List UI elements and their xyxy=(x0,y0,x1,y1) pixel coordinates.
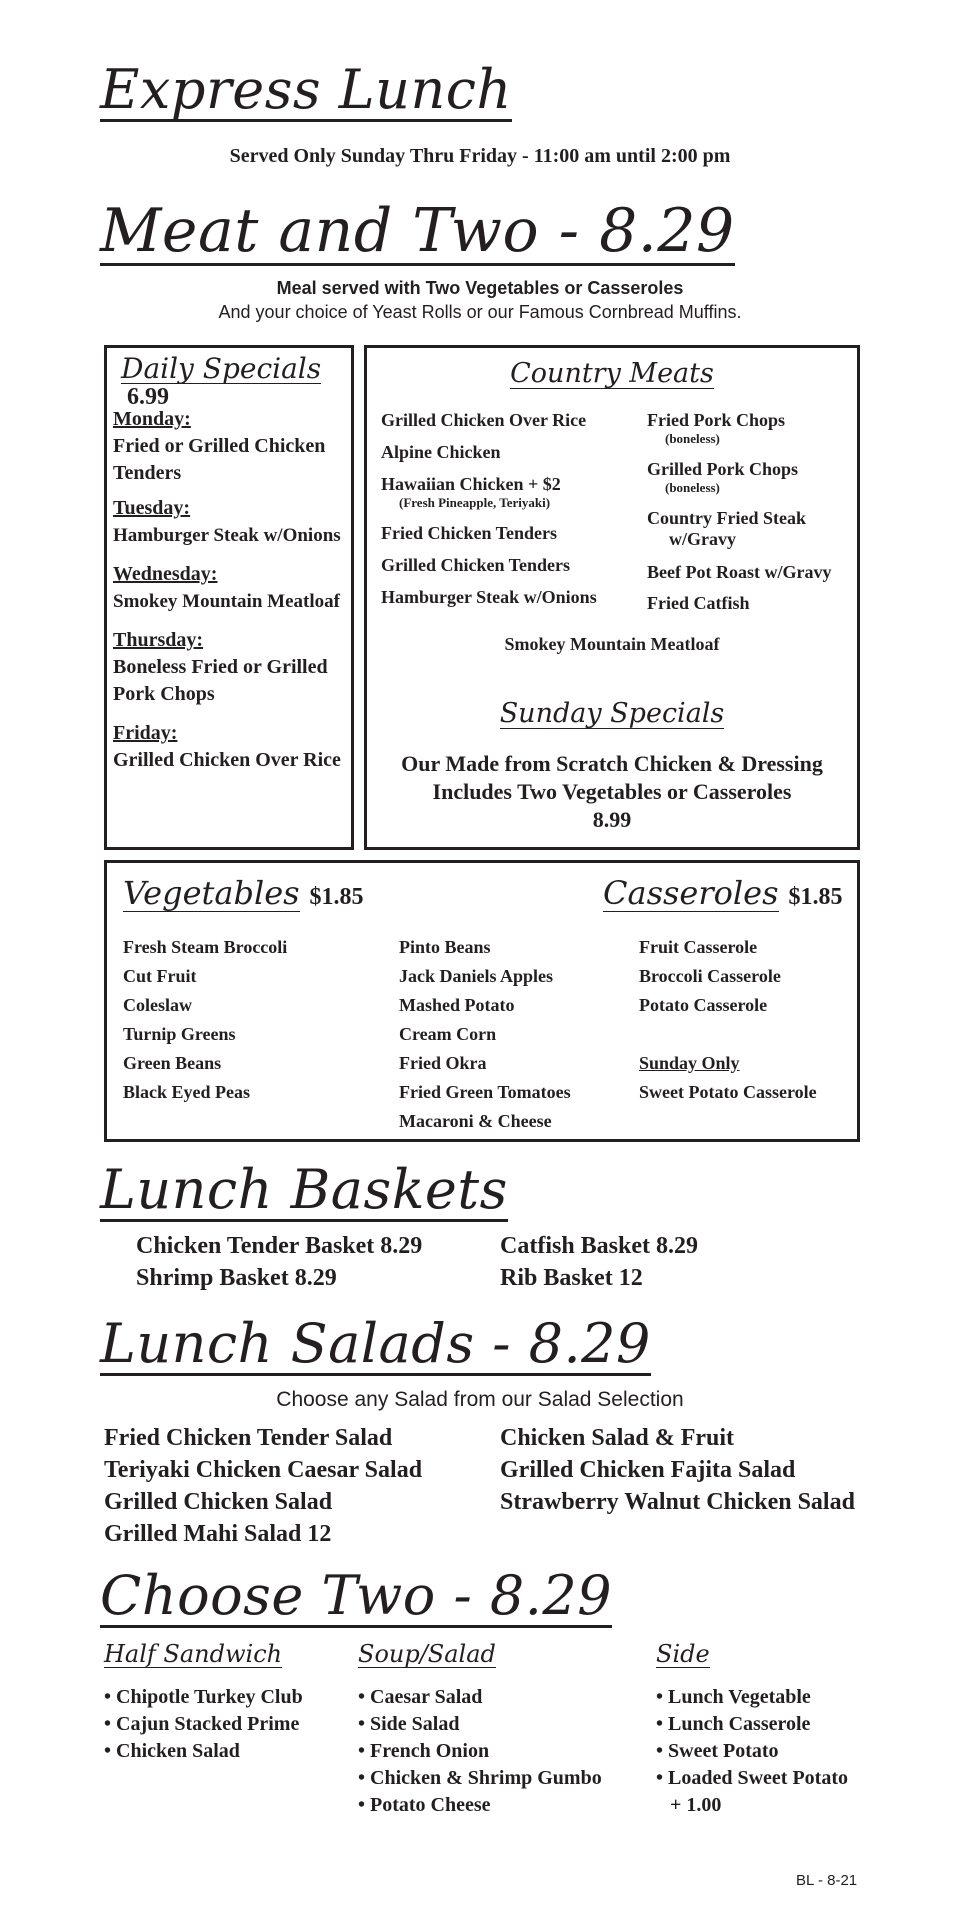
salad-item: Chicken Salad & Fruit xyxy=(500,1425,735,1451)
salads-right xyxy=(500,1422,855,1518)
country-meats-heading xyxy=(367,360,857,389)
meat-item: Country Fried Steak xyxy=(647,508,806,528)
country-meats-left xyxy=(381,410,621,619)
meat-item: Grilled Pork Chops xyxy=(647,459,799,479)
casserole-item: Sweet Potato Casserole xyxy=(639,1082,817,1102)
salad-item: Grilled Chicken Fajita Salad xyxy=(500,1457,796,1483)
basket-item: Catfish Basket 8.29 xyxy=(500,1233,699,1259)
served-hours: Served Only Sunday Thru Friday - 11:00 am until 2:00 pm xyxy=(229,145,731,167)
vegetable-item: Black Eyed Peas xyxy=(123,1082,251,1102)
footer-code: BL - 8-21 xyxy=(796,1872,858,1889)
soup-salad-item: • Potato Cheese xyxy=(358,1794,491,1817)
day-item: Grilled Chicken Over Rice xyxy=(113,749,341,771)
day-label: Thursday: xyxy=(113,629,204,651)
meat-item-note: (boneless) xyxy=(665,431,720,446)
side-column xyxy=(656,1642,848,1819)
baskets-right xyxy=(500,1230,698,1294)
vegetable-item: Jack Daniels Apples xyxy=(399,966,554,986)
casseroles-list xyxy=(639,933,817,1107)
meat-item: Hamburger Steak w/Onions xyxy=(381,587,597,607)
meat-item: Hawaiian Chicken + $2 xyxy=(381,474,561,494)
side-item: • Lunch Casserole xyxy=(656,1713,811,1736)
country-meats-right xyxy=(647,410,857,614)
sides-box xyxy=(104,860,860,1142)
meat-item: Grilled Chicken Over Rice xyxy=(381,410,587,430)
soup-salad-item: • Side Salad xyxy=(358,1713,460,1736)
side-extra-price: + 1.00 xyxy=(670,1794,722,1817)
sunday-specials-text xyxy=(367,750,857,834)
vegetable-item: Fried Okra xyxy=(399,1053,487,1073)
vegetables-title: Vegetables xyxy=(123,874,300,912)
daily-special-monday xyxy=(113,406,349,487)
choose-two-title: Choose Two - 8.29 xyxy=(100,1564,613,1627)
soup-salad-item: • Chicken & Shrimp Gumbo xyxy=(358,1767,602,1790)
express-lunch-heading xyxy=(100,58,512,122)
day-label: Monday: xyxy=(113,408,191,430)
soup-salad-list xyxy=(358,1684,602,1819)
day-item: Hamburger Steak w/Onions xyxy=(113,525,341,546)
salad-item: Teriyaki Chicken Caesar Salad xyxy=(104,1457,423,1483)
meat-two-line1: Meal served with Two Vegetables or Casseroles xyxy=(276,278,684,298)
side-item: • Lunch Vegetable xyxy=(656,1686,811,1709)
day-label: Wednesday: xyxy=(113,563,218,585)
casserole-item: Broccoli Casserole xyxy=(639,966,781,986)
lunch-baskets-heading xyxy=(100,1158,508,1222)
meat-two-heading xyxy=(100,196,735,266)
meat-item: Alpine Chicken xyxy=(381,442,501,462)
daily-special-tuesday xyxy=(113,495,349,549)
vegetable-item: Green Beans xyxy=(123,1053,222,1073)
daily-specials-list xyxy=(113,406,349,774)
country-meats-box xyxy=(364,345,860,850)
day-label: Tuesday: xyxy=(113,497,191,519)
sunday-line2: Includes Two Vegetables or Casseroles xyxy=(432,779,792,804)
country-meats-title: Country Meats xyxy=(510,358,714,389)
vegetables-heading xyxy=(123,874,364,912)
vegetables-price: $1.85 xyxy=(309,884,364,910)
casserole-item: Fruit Casserole xyxy=(639,937,758,957)
salad-item: Grilled Mahi Salad 12 xyxy=(104,1521,332,1547)
vegetable-item: Coleslaw xyxy=(123,995,192,1015)
vegetables-col2 xyxy=(399,933,571,1136)
basket-item: Chicken Tender Basket 8.29 xyxy=(136,1233,423,1259)
soup-salad-item: • Caesar Salad xyxy=(358,1686,483,1709)
salad-item: Fried Chicken Tender Salad xyxy=(104,1425,393,1451)
vegetable-item: Fried Green Tomatoes xyxy=(399,1082,571,1102)
sandwich-item: • Cajun Stacked Prime xyxy=(104,1713,300,1736)
lunch-baskets-title: Lunch Baskets xyxy=(100,1158,508,1221)
baskets-left xyxy=(136,1230,422,1294)
lunch-salads-title: Lunch Salads - 8.29 xyxy=(100,1312,651,1375)
meat-two-title: Meat and Two - 8.29 xyxy=(100,196,735,266)
day-item: Smokey Mountain Meatloaf xyxy=(113,591,340,612)
vegetable-item: Turnip Greens xyxy=(123,1024,236,1044)
daily-specials-box xyxy=(104,345,354,850)
casseroles-price: $1.85 xyxy=(788,884,843,910)
sunday-line1: Our Made from Scratch Chicken & Dressing xyxy=(401,751,823,776)
basket-item: Rib Basket 12 xyxy=(500,1265,643,1291)
sunday-price: 8.99 xyxy=(592,807,632,832)
lunch-salads-heading xyxy=(100,1312,651,1376)
meatloaf-item: Smokey Mountain Meatloaf xyxy=(504,634,720,654)
casseroles-heading xyxy=(603,874,843,912)
half-sandwich-list xyxy=(104,1684,303,1765)
meat-item: Beef Pot Roast w/Gravy xyxy=(647,562,832,582)
salad-item: Strawberry Walnut Chicken Salad xyxy=(500,1489,855,1515)
sunday-specials-heading xyxy=(367,700,857,729)
meat-two-line2: And your choice of Yeast Rolls or our Famous Cornbread Muffins. xyxy=(218,302,742,322)
sunday-specials-title: Sunday Specials xyxy=(499,698,725,729)
soup-salad-title: Soup/Salad xyxy=(358,1640,496,1668)
salads-subtitle: Choose any Salad from our Salad Selection xyxy=(276,1388,684,1411)
soup-salad-item: • French Onion xyxy=(358,1740,490,1763)
daily-specials-price: 6.99 xyxy=(127,384,169,411)
half-sandwich-title: Half Sandwich xyxy=(104,1640,283,1668)
soup-salad-column xyxy=(358,1642,602,1819)
half-sandwich-column xyxy=(104,1642,303,1765)
meat-item: Grilled Chicken Tenders xyxy=(381,555,571,575)
casseroles-title: Casseroles xyxy=(603,874,779,912)
express-lunch-title: Express Lunch xyxy=(100,58,512,121)
choose-two-heading xyxy=(100,1564,613,1628)
basket-item: Shrimp Basket 8.29 xyxy=(136,1265,337,1291)
vegetable-item: Pinto Beans xyxy=(399,937,491,957)
sunday-only-label: Sunday Only xyxy=(639,1053,740,1073)
vegetable-item: Cut Fruit xyxy=(123,966,197,986)
sandwich-item: • Chipotle Turkey Club xyxy=(104,1686,303,1709)
casserole-item: Potato Casserole xyxy=(639,995,768,1015)
side-item: • Sweet Potato xyxy=(656,1740,779,1763)
side-list xyxy=(656,1684,848,1819)
daily-specials-heading xyxy=(121,354,351,411)
meat-item-note: (Fresh Pineapple, Teriyaki) xyxy=(399,495,551,510)
daily-special-friday xyxy=(113,720,349,774)
daily-special-thursday xyxy=(113,627,349,708)
salads-left xyxy=(104,1422,422,1550)
day-item: Fried or Grilled Chicken Tenders xyxy=(113,435,326,484)
day-label: Friday: xyxy=(113,722,178,744)
daily-special-wednesday xyxy=(113,561,349,615)
sandwich-item: • Chicken Salad xyxy=(104,1740,240,1763)
vegetables-col1 xyxy=(123,933,287,1107)
meat-item: Fried Catfish xyxy=(647,593,750,613)
day-item: Boneless Fried or Grilled Pork Chops xyxy=(113,656,328,705)
meat-item-note: (boneless) xyxy=(665,480,720,495)
side-item: • Loaded Sweet Potato xyxy=(656,1767,848,1790)
daily-specials-title: Daily Specials xyxy=(121,352,322,385)
vegetable-item: Mashed Potato xyxy=(399,995,515,1015)
meat-item-note: w/Gravy xyxy=(669,529,736,549)
meat-item: Fried Pork Chops xyxy=(647,410,786,430)
vegetable-item: Macaroni & Cheese xyxy=(399,1111,552,1131)
vegetable-item: Fresh Steam Broccoli xyxy=(123,937,288,957)
side-title: Side xyxy=(656,1640,710,1668)
meat-item: Fried Chicken Tenders xyxy=(381,523,558,543)
salad-item: Grilled Chicken Salad xyxy=(104,1489,333,1515)
vegetable-item: Cream Corn xyxy=(399,1024,497,1044)
